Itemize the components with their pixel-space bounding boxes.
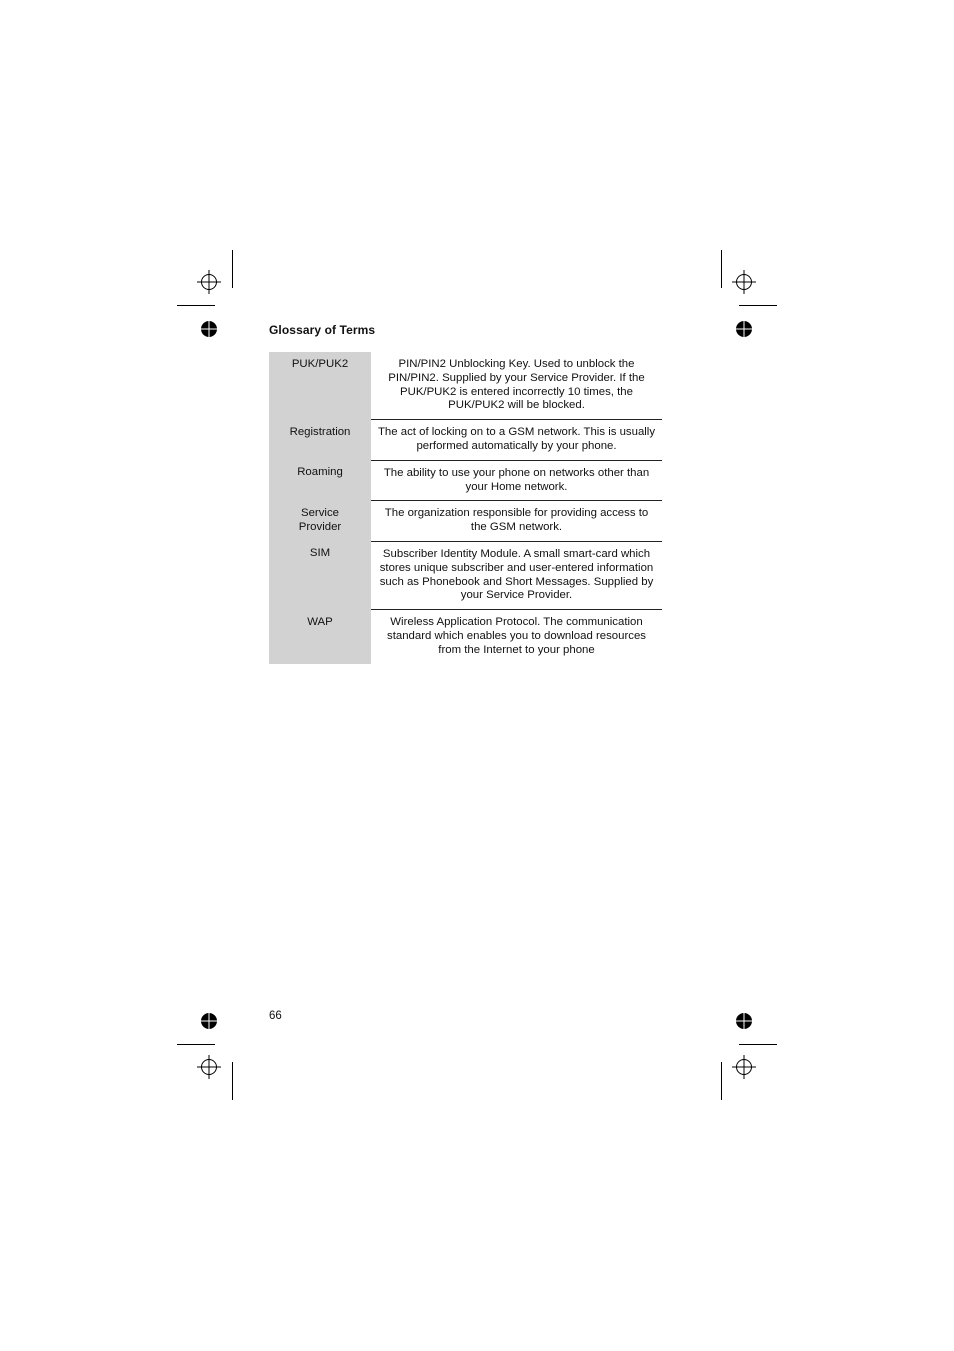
registration-dot-icon <box>200 320 218 338</box>
table-row <box>269 420 662 461</box>
crop-mark-top-right-horizontal <box>739 305 777 306</box>
table-row <box>269 610 662 664</box>
glossary-term: SIM <box>269 541 371 609</box>
crop-mark-bottom-right-horizontal <box>739 1044 777 1045</box>
registration-dot-icon <box>735 320 753 338</box>
glossary-term: Registration <box>269 420 371 461</box>
registration-dot-icon <box>200 1012 218 1030</box>
crop-mark-bottom-left-horizontal <box>177 1044 215 1045</box>
crop-mark-bottom-right-vertical <box>721 1062 722 1100</box>
glossary-definition: The ability to use your phone on networks other than your Home network. <box>371 460 662 501</box>
registration-crosshair-icon <box>732 1055 756 1079</box>
registration-dot-icon <box>735 1012 753 1030</box>
crop-mark-bottom-left-vertical <box>232 1062 233 1100</box>
crop-mark-top-left-horizontal <box>177 305 215 306</box>
glossary-term: PUK/PUK2 <box>269 352 371 420</box>
page-number: 66 <box>269 1010 282 1022</box>
crop-mark-top-right-vertical <box>721 250 722 288</box>
table-row <box>269 541 662 609</box>
glossary-term: Roaming <box>269 460 371 501</box>
glossary-term: Service Provider <box>269 501 371 542</box>
table-row <box>269 460 662 501</box>
glossary-definition: The act of locking on to a GSM network. This is usually performed automatically by your phone. <box>371 420 662 461</box>
glossary-definition: Subscriber Identity Module. A small smart-card which stores unique subscriber and user-entered information such as Phonebook and Short Messages. Supplied by your Service Provider. <box>371 541 662 609</box>
page-title: Glossary of Terms <box>269 323 376 337</box>
glossary-table <box>269 352 662 664</box>
glossary-definition: The organization responsible for providing access to the GSM network. <box>371 501 662 542</box>
registration-crosshair-icon <box>197 1055 221 1079</box>
glossary-term: WAP <box>269 610 371 664</box>
registration-crosshair-icon <box>732 270 756 294</box>
registration-crosshair-icon <box>197 270 221 294</box>
table-row <box>269 352 662 420</box>
table-row <box>269 501 662 542</box>
crop-mark-top-left-vertical <box>232 250 233 288</box>
glossary-definition: PIN/PIN2 Unblocking Key. Used to unblock the PIN/PIN2. Supplied by your Service Provider. If the PUK/PUK2 is entered incorrectly 10 times, the PUK/PUK2 will be blocked. <box>388 358 645 412</box>
glossary-definition: Wireless Application Protocol. The communication standard which enables you to download resources from the Internet to your phone <box>371 610 662 664</box>
